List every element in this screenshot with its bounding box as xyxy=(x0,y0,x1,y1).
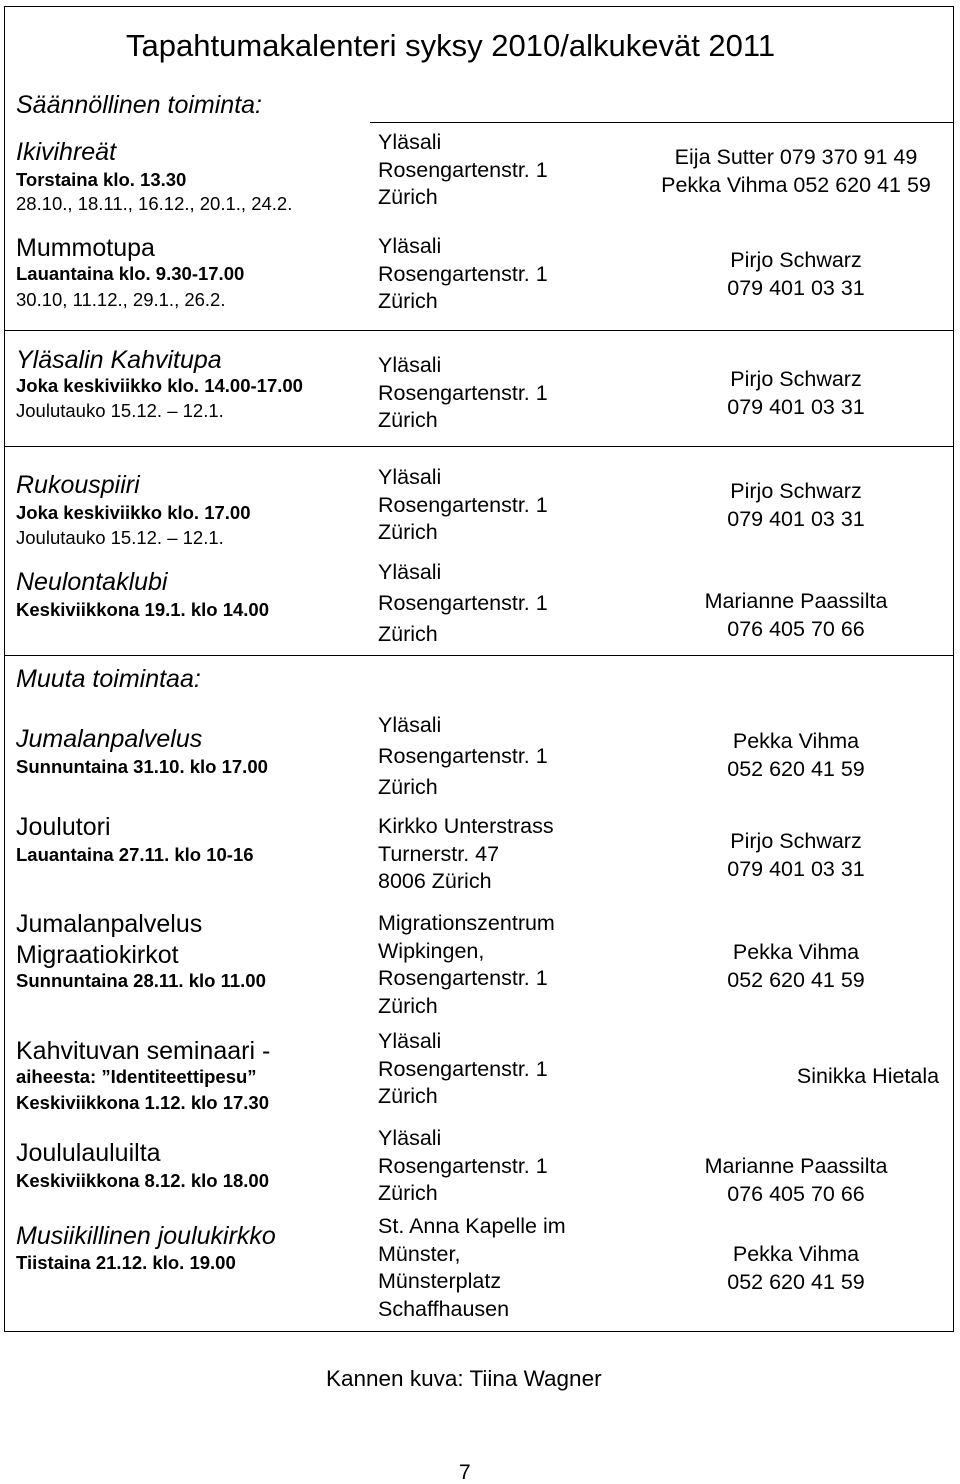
event-title: Joulutori xyxy=(16,813,111,841)
event-contact: Pirjo Schwarz 079 401 03 31 xyxy=(727,479,865,531)
divider xyxy=(370,122,954,123)
event-contact: Pekka Vihma 052 620 41 59 xyxy=(727,1242,865,1294)
event-detail: Lauantaina klo. 9.30-17.00 xyxy=(16,263,245,284)
section-heading-other: Muuta toimintaa: xyxy=(16,665,201,693)
page-number: 7 xyxy=(459,1461,471,1484)
event-detail: Joka keskiviikko klo. 17.00 xyxy=(16,502,251,523)
event-location: Yläsali Rosengartenstr. 1 Zürich xyxy=(378,234,548,313)
event-title: Mummotupa xyxy=(16,234,155,262)
event-detail: Joulutauko 15.12. – 12.1. xyxy=(16,400,224,421)
event-location: Kirkko Unterstrass Turnerstr. 47 8006 Zürich xyxy=(378,814,554,893)
event-location: Yläsali Rosengartenstr. 1 Zürich xyxy=(378,353,548,432)
event-detail: Joka keskiviikko klo. 14.00-17.00 xyxy=(16,375,303,396)
event-detail: Keskiviikkona 8.12. klo 18.00 xyxy=(16,1170,269,1191)
event-detail: Torstaina klo. 13.30 xyxy=(16,169,187,190)
event-contact: Pekka Vihma 052 620 41 59 xyxy=(727,729,865,781)
cover-photo-credit: Kannen kuva: Tiina Wagner xyxy=(326,1366,602,1391)
divider xyxy=(4,330,954,331)
event-location: St. Anna Kapelle im Münster, Münsterplatz Schaffhausen xyxy=(378,1214,566,1321)
event-contact: Sinikka Hietala xyxy=(796,1064,940,1088)
event-contact: Pirjo Schwarz 079 401 03 31 xyxy=(727,248,865,300)
event-contact: Pirjo Schwarz 079 401 03 31 xyxy=(727,829,865,881)
divider xyxy=(4,655,954,656)
divider xyxy=(4,446,954,447)
event-title: Musiikillinen joulukirkko xyxy=(16,1222,276,1250)
event-title: Rukouspiiri xyxy=(16,471,140,499)
event-title: Kahvituvan seminaari - xyxy=(16,1037,271,1065)
event-location: Yläsali Rosengartenstr. 1 Zürich xyxy=(378,1029,548,1108)
event-title: Neulontaklubi xyxy=(16,568,168,596)
event-title: Ikivihreät xyxy=(16,138,117,166)
event-contact: Marianne Paassilta 076 405 70 66 xyxy=(704,1154,888,1206)
event-location: Yläsali Rosengartenstr. 1 Zürich xyxy=(378,465,548,544)
event-title: Joululauluilta xyxy=(16,1139,161,1167)
event-location: Yläsali Rosengartenstr. 1 Zürich xyxy=(378,560,548,646)
event-location: Yläsali Rosengartenstr. 1 Zürich xyxy=(378,130,548,209)
section-heading-regular: Säännöllinen toiminta: xyxy=(16,91,262,119)
page-title: Tapahtumakalenteri syksy 2010/alkukevät 2011 xyxy=(126,28,776,63)
event-contact: Pekka Vihma 052 620 41 59 xyxy=(727,940,865,992)
event-contact: Marianne Paassilta 076 405 70 66 xyxy=(704,589,888,641)
event-location: Yläsali Rosengartenstr. 1 Zürich xyxy=(378,1126,548,1205)
event-title: Jumalanpalvelus xyxy=(16,725,203,753)
event-detail: 28.10., 18.11., 16.12., 20.1., 24.2. xyxy=(16,193,293,214)
event-location: Yläsali Rosengartenstr. 1 Zürich xyxy=(378,713,548,799)
event-detail: Tiistaina 21.12. klo. 19.00 xyxy=(16,1252,236,1273)
event-detail: Keskiviikkona 19.1. klo 14.00 xyxy=(16,599,269,620)
event-detail: Lauantaina 27.11. klo 10-16 xyxy=(16,844,254,865)
event-contact: Pirjo Schwarz 079 401 03 31 xyxy=(727,367,865,419)
event-detail: Keskiviikkona 1.12. klo 17.30 xyxy=(16,1092,269,1113)
event-detail: Sunnuntaina 31.10. klo 17.00 xyxy=(16,756,268,777)
event-detail: Sunnuntaina 28.11. klo 11.00 xyxy=(16,970,266,991)
event-detail: Joulutauko 15.12. – 12.1. xyxy=(16,527,224,548)
event-detail: 30.10, 11.12., 29.1., 26.2. xyxy=(16,289,226,310)
event-location: Migrationszentrum Wipkingen, Rosengartenstr. 1 Zürich xyxy=(378,911,555,1018)
event-detail: aiheesta: ”Identiteettipesu” xyxy=(16,1066,257,1087)
event-title: Jumalanpalvelus Migraatiokirkot xyxy=(16,910,203,969)
event-contact: Eija Sutter 079 370 91 49 Pekka Vihma 052 620 41 59 xyxy=(661,145,931,197)
event-title: Yläsalin Kahvitupa xyxy=(16,346,222,374)
